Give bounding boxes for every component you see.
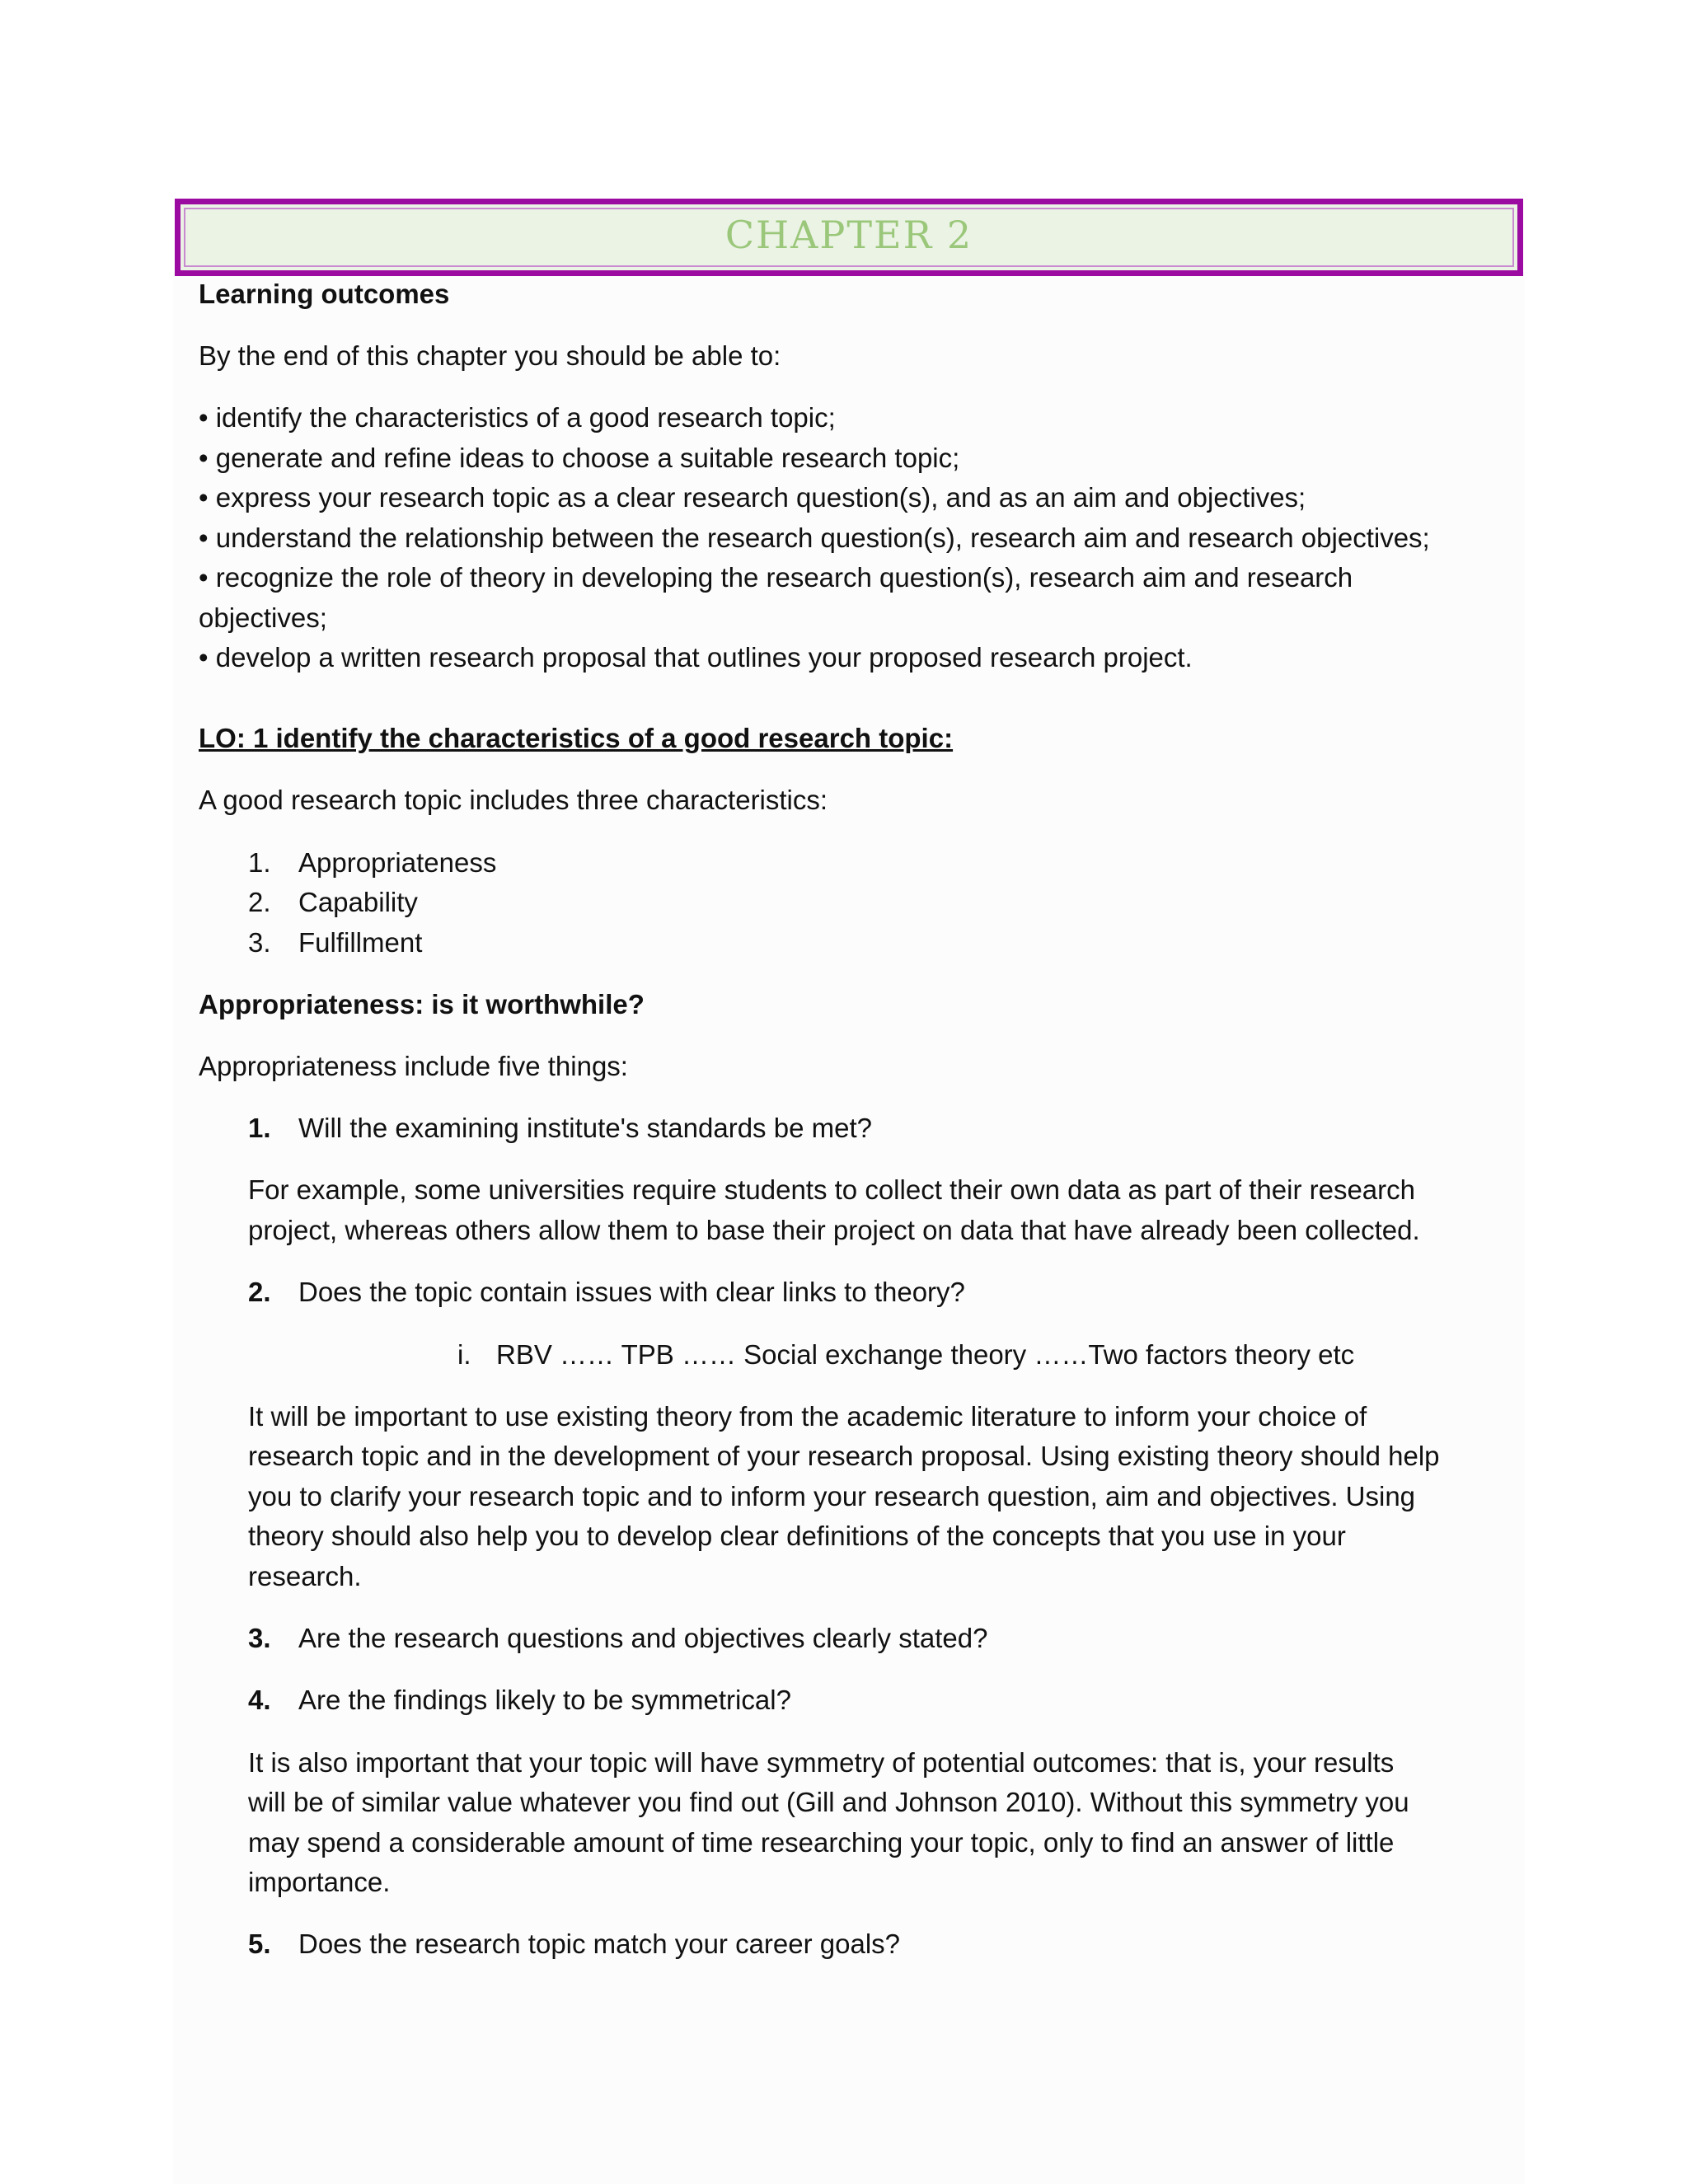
outcome-bullet: • recognize the role of theory in developing the research question(s), research aim and research: [199, 562, 1353, 593]
theory-paragraph-line: you to clarify your research topic and to inform your research question, aim and objectives. Using: [248, 1481, 1416, 1511]
learning-outcomes-heading: Learning outcomes: [199, 279, 450, 309]
outcome-bullet: • express your research topic as a clear research question(s), and as an aim and objectives;: [199, 482, 1306, 513]
appropriateness-item-number: 1.: [248, 1113, 271, 1143]
outcome-bullet: • identify the characteristics of a good research topic;: [199, 402, 836, 433]
appropriateness-item-number: 5.: [248, 1929, 271, 1959]
symmetry-paragraph-line: importance.: [248, 1867, 391, 1897]
symmetry-paragraph-line: may spend a considerable amount of time researching your topic, only to find an answer of little: [248, 1827, 1395, 1858]
appropriateness-item-number: 4.: [248, 1685, 271, 1715]
theory-paragraph-line: theory should also help you to develop clear definitions of the concepts that you use in your: [248, 1521, 1346, 1551]
appropriateness-item-number: 3.: [248, 1623, 271, 1653]
appropriateness-heading: Appropriateness: is it worthwhile?: [199, 989, 645, 1019]
characteristic-number: 3.: [248, 927, 271, 958]
outcome-bullet: • develop a written research proposal that outlines your proposed research project.: [199, 642, 1193, 673]
chapter-header-box: [175, 199, 1523, 276]
learning-outcomes-intro: By the end of this chapter you should be able to:: [199, 340, 781, 371]
theory-paragraph-line: research.: [248, 1561, 362, 1591]
characteristic-number: 1.: [248, 847, 271, 878]
theory-subitem-number: i.: [457, 1339, 471, 1370]
outcome-bullet: • understand the relationship between the research question(s), research aim and research objectives;: [199, 523, 1430, 553]
appropriateness-intro: Appropriateness include five things:: [199, 1051, 628, 1081]
example-paragraph-line: project, whereas others allow them to base their project on data that have already been collected.: [248, 1215, 1420, 1245]
appropriateness-item: Does the research topic match your career goals?: [298, 1929, 901, 1959]
appropriateness-item: Are the findings likely to be symmetrical?: [298, 1685, 791, 1715]
symmetry-paragraph-line: It is also important that your topic will have symmetry of potential outcomes: that is, your results: [248, 1747, 1395, 1778]
outcome-bullet-continuation: objectives;: [199, 602, 327, 633]
appropriateness-item: Are the research questions and objectives clearly stated?: [298, 1623, 988, 1653]
lo1-intro: A good research topic includes three characteristics:: [199, 785, 828, 815]
characteristic-item: Fulfillment: [298, 927, 423, 958]
chapter-title: CHAPTER 2: [724, 213, 973, 257]
characteristic-item: Appropriateness: [298, 847, 497, 878]
appropriateness-item-number: 2.: [248, 1277, 271, 1307]
theory-subitem: RBV …… TPB …… Social exchange theory ……Two factors theory etc: [496, 1339, 1355, 1370]
lo1-heading: LO: 1 identify the characteristics of a good research topic:: [199, 723, 954, 753]
symmetry-paragraph-line: will be of similar value whatever you find out (Gill and Johnson 2010). Without this symmetry you: [248, 1787, 1409, 1817]
characteristic-item: Capability: [298, 887, 418, 917]
theory-paragraph-line: research topic and in the development of your research proposal. Using existing theory should help: [248, 1441, 1440, 1471]
appropriateness-item: Does the topic contain issues with clear links to theory?: [298, 1277, 965, 1307]
characteristic-number: 2.: [248, 887, 271, 917]
example-paragraph-line: For example, some universities require students to collect their own data as part of their research: [248, 1174, 1416, 1205]
outcome-bullet: • generate and refine ideas to choose a suitable research topic;: [199, 443, 960, 473]
theory-paragraph-line: It will be important to use existing theory from the academic literature to inform your choice of: [248, 1401, 1367, 1432]
appropriateness-item: Will the examining institute's standards be met?: [298, 1113, 872, 1143]
